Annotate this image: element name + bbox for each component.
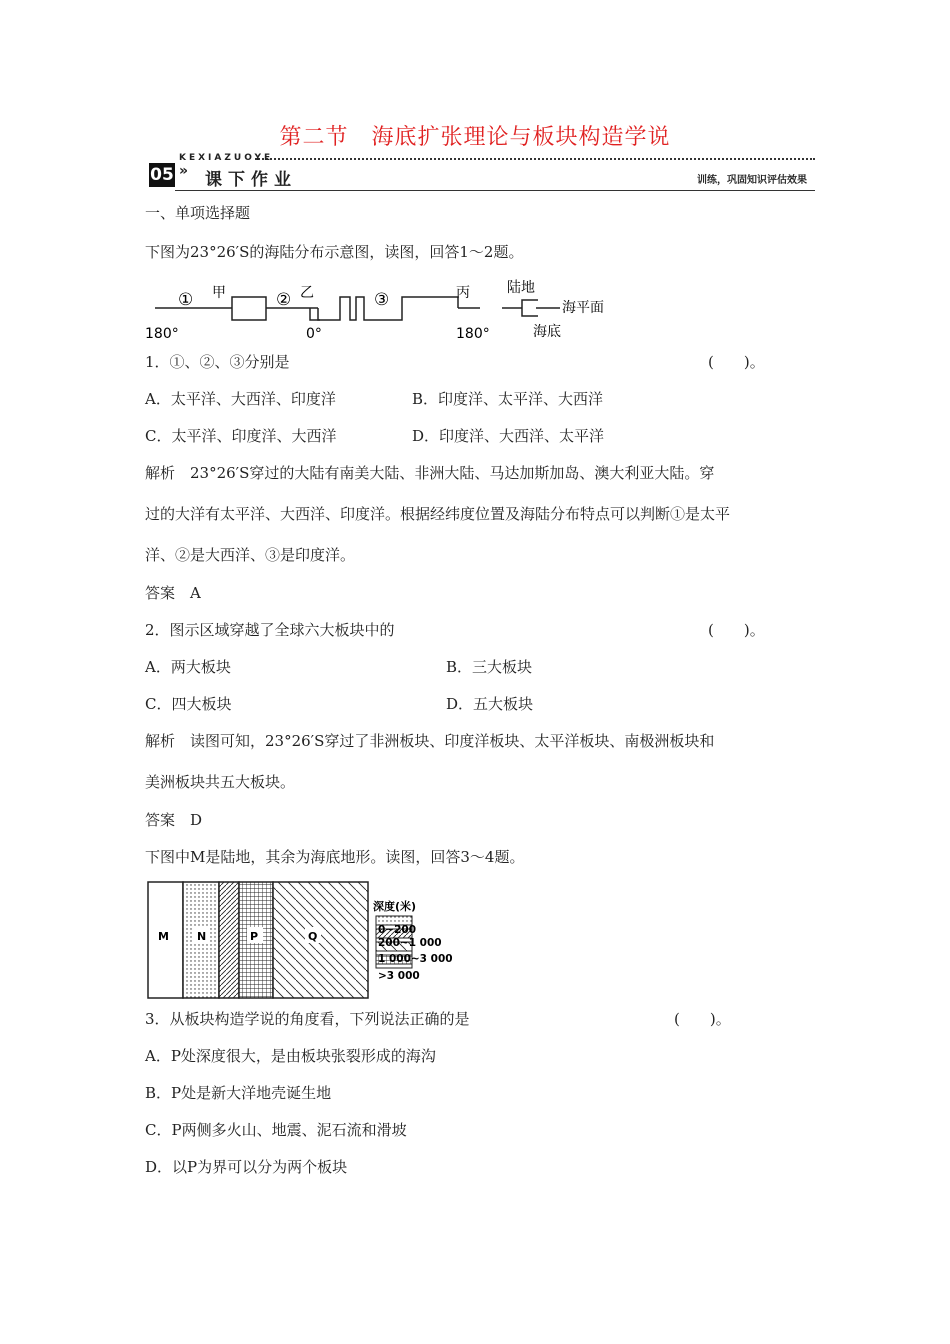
q2-answer: 答案 D [145,811,203,829]
q2-option-b: B．三大板块 [446,658,533,676]
banner-code: 05 [150,165,174,185]
q1-stem: 1．①、②、③分别是 [145,353,290,371]
q1-analysis-line-3: 洋、②是大西洋、③是印度洋。 [145,546,356,564]
zone-label-n: N [197,930,207,943]
q3-option-c: C．P两侧多火山、地震、泥石流和滑坡 [145,1121,407,1139]
q2-answer-blank: ( )。 [708,621,765,639]
depth-legend-title: 深度(米) [373,900,417,913]
profile-label-jia: 甲 [212,285,226,301]
q2-analysis-line-2: 美洲板块共五大板块。 [145,773,296,791]
q1-answer: 答案 A [145,584,201,602]
q1-option-a: A．太平洋、大西洋、印度洋 [145,390,336,408]
q2-option-d: D．五大板块 [446,695,534,713]
q1-option-d: D．印度洋、大西洋、太平洋 [412,427,605,445]
zone-slope-left [219,882,239,998]
profile-label-3: ③ [374,290,390,310]
zone-label-m: M [158,930,169,943]
zone-label-p: P [250,930,259,943]
banner-subtitle: KEXIAZUOYE [179,153,274,163]
profile-label-2: ② [276,290,292,310]
q1-answer-blank: ( )。 [708,353,765,371]
axis-label-180-east: 180° [456,326,490,342]
legend-sea-level: 海平面 [562,300,604,316]
legend-seabed: 海底 [533,324,561,340]
q2-analysis-line-1: 解析 读图可知，23°26′S穿过了非洲板块、印度洋板块、太平洋板块、南极洲板块和 [145,732,715,750]
q1-option-c: C．太平洋、印度洋、大西洋 [145,427,337,445]
q3-option-b: B．P处是新大洋地壳诞生地 [145,1084,332,1102]
section-banner [145,153,815,195]
q2-option-c: C．四大板块 [145,695,232,713]
seabed-depth-figure [146,880,496,1002]
axis-label-180-west: 180° [145,326,179,342]
land-sea-profile-figure [140,278,630,346]
banner-dotted-rule [255,158,815,160]
q1-analysis-line-2: 过的大洋有太平洋、大西洋、印度洋。根据经纬度位置及海陆分布特点可以判断①是太平 [145,505,731,523]
q1-analysis-line-1: 解析 23°26′S穿过的大陆有南美大陆、非洲大陆、马达加斯加岛、澳大利亚大陆。穿 [145,464,715,482]
profile-label-bing: 丙 [456,285,470,301]
legend-label-1000-3000: 1 000~3 000 [378,953,453,965]
profile-label-yi: 乙 [300,285,314,301]
q3-option-a: A．P处深度很大，是由板块张裂形成的海沟 [145,1047,436,1065]
banner-title: 课下作业 [205,170,297,190]
page-title: 第二节 海底扩张理论与板块构造学说 [279,125,671,150]
q1-option-b: B．印度洋、太平洋、大西洋 [412,390,604,408]
axis-label-0: 0° [306,326,322,342]
banner-tagline: 训练，巩固知识评估效果 [697,175,807,186]
q2-stem: 2．图示区域穿越了全球六大板块中的 [145,621,395,639]
legend-land: 陆地 [507,280,535,296]
intro-q3-4: 下图中M是陆地，其余为海底地形。读图，回答3～4题。 [145,848,525,866]
legend-label-0-200: 0~200 [378,924,417,936]
q2-option-a: A．两大板块 [145,658,231,676]
chevron-icon: » [179,163,189,179]
legend-label-200-1000: 200~1 000 [378,937,442,949]
banner-underline [175,190,815,191]
legend-label-over-3000: >3 000 [378,970,420,982]
q3-answer-blank: ( )。 [674,1010,731,1028]
profile-label-1: ① [178,290,194,310]
section-heading: 一、单项选择题 [145,204,251,222]
q3-stem: 3．从板块构造学说的角度看，下列说法正确的是 [145,1010,470,1028]
zone-label-q: Q [308,930,318,943]
intro-q1-2: 下图为23°26′S的海陆分布示意图，读图，回答1～2题。 [145,243,524,261]
q3-option-d: D．以P为界可以分为两个板块 [145,1158,348,1176]
